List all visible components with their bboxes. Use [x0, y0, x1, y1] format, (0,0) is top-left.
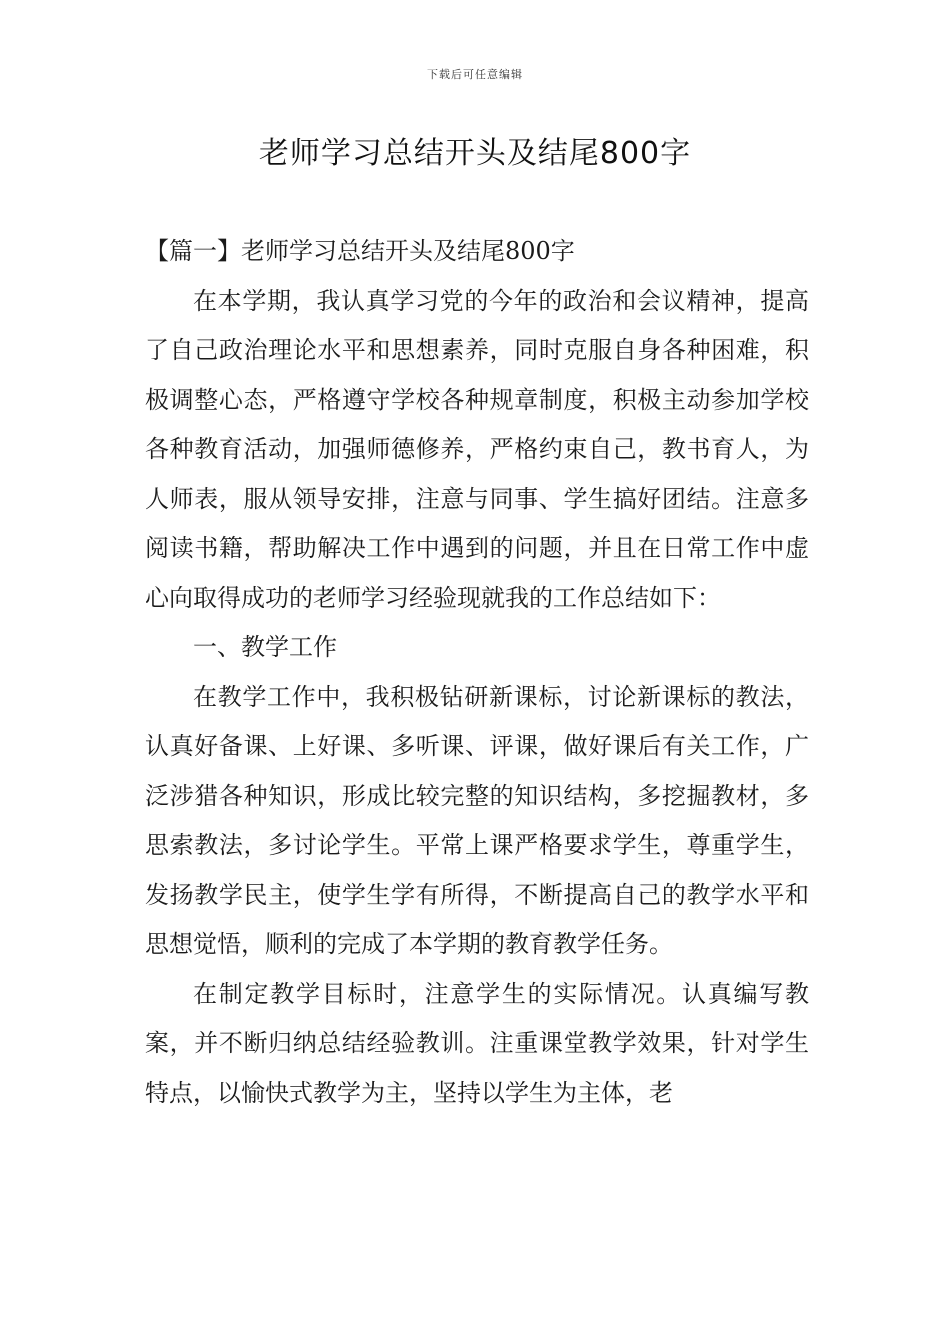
document-body — [145, 227, 809, 1118]
section-heading: 【篇一】老师学习总结开头及结尾800字 — [145, 237, 575, 265]
subheading-teaching-work: 一、教学工作 — [193, 633, 337, 661]
document-title: 老师学习总结开头及结尾800字 — [258, 136, 692, 171]
paragraph-teaching-work: 在教学工作中，我积极钻研新课标，讨论新课标的教法，认真好备课、上好课、多听课、评课，做好课后有关工作，广泛涉猎各种知识，形成比较完整的知识结构，多挖掘教材，多思索教法，多讨论学生。平常上课严格要求学生，尊重学生，发扬教学民主，使学生学有所得，不断提高自己的教学水平和思想觉悟，顺利的完成了本学期的教育教学任务。 — [145, 682, 809, 958]
paragraph-intro: 在本学期，我认真学习党的今年的政治和会议精神，提高了自己政治理论水平和思想素养，同时克服自身各种困难，积极调整心态，严格遵守学校各种规章制度，积极主动参加学校各种教育活动，加强师德修养，严格约束自己，教书育人，为人师表，服从领导安排，注意与同事、学生搞好团结。注意多阅读书籍，帮助解决工作中遇到的问题，并且在日常工作中虚心向取得成功的老师学习经验现就我的工作总结如下： — [145, 286, 809, 612]
page-header-note: 下载后可任意编辑 — [427, 68, 523, 81]
paragraph-teaching-goals: 在制定教学目标时，注意学生的实际情况。认真编写教案，并不断归纳总结经验教训。注重课堂教学效果，针对学生特点，以愉快式教学为主，坚持以学生为主体，老 — [145, 979, 809, 1107]
